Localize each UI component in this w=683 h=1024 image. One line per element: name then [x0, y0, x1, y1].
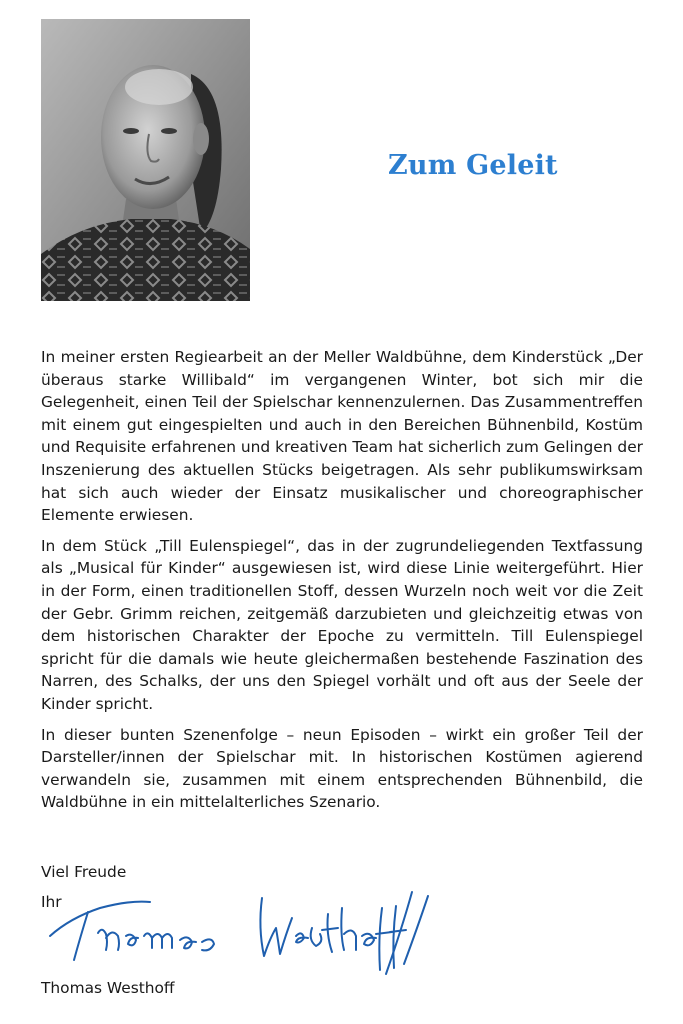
- closing-ihr: Ihr: [41, 893, 62, 911]
- body-text: [41, 346, 643, 822]
- page-title: Zum Geleit: [388, 150, 558, 181]
- paragraph-2: In dem Stück „Till Eulenspiegel“, das in der zugrundeliegenden Textfassung als „Musical für Kinder“ ausgewiesen ist, wird diese Linie weitergeführt. Hier in der Form, einen traditionellen Stoff, dessen Wurzeln noch weit vor die Zeit der Gebr. Grimm reichen, zeitgemäß darzubieten und gleichzeitig etwas von dem historischen Charakter der Epoche zu vermitteln. Till Eulenspiegel spricht für die damals wie heute gleichermaßen bestehende Faszination des Narren, des Schalks, der uns den Spiegel vorhält und oft aus der Seele der Kinder spricht.: [41, 536, 643, 713]
- paragraph-3: In dieser bunten Szenenfolge – neun Episoden – wirkt ein großer Teil der Darsteller/innen der Spielschar mit. In historischen Kostümen agierend verwandeln sie, zusammen mit einem entsprechenden Bühnenbild, die Waldbühne in ein mittelalterliches Szenario.: [41, 725, 643, 812]
- paragraph-1: In meiner ersten Regiearbeit an der Meller Waldbühne, dem Kinderstück „Der überaus starke Willibald“ im vergangenen Winter, bot sich mir die Gelegenheit, einen Teil der Spielschar kennenzulernen. Das Zusammentreffen mit einem gut eingespielten und auch in den Bereichen Bühnenbild, Kostüm und Requisite erfahrenen und kreativen Team hat sicherlich zum Gelingen der Inszenierung des aktuellen Stücks beigetragen. Als sehr publikumswirksam hat sich auch wieder der Einsatz musikalischer und choreographischer Elemente erwiesen.: [41, 348, 643, 525]
- handwritten-signature: [40, 878, 440, 978]
- portrait-illustration: [41, 19, 250, 301]
- author-name: Thomas Westhoff: [41, 979, 175, 997]
- author-portrait-photo: [41, 19, 250, 301]
- closing-greeting: Viel Freude: [41, 863, 127, 881]
